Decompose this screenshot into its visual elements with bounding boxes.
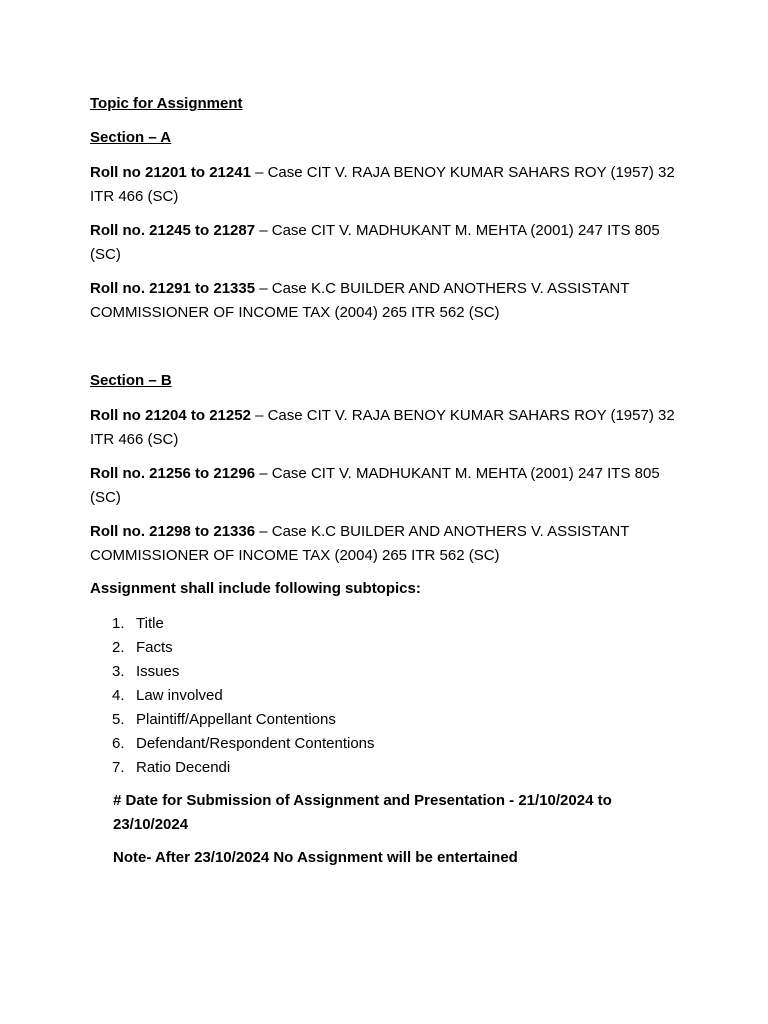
section-a	[90, 127, 690, 324]
submission-date: # Date for Submission of Assignment and Presentation - 21/10/2024 to 23/10/2024	[113, 792, 612, 833]
list-item-text: Issues	[136, 663, 180, 680]
list-item	[112, 684, 690, 708]
roll-range: Roll no 21201 to 21241	[90, 164, 251, 181]
case-citation: – Case CIT V. MADHUKANT M. MEHTA (2001) 247 ITS 805 (SC)	[90, 222, 660, 263]
list-item	[112, 708, 690, 732]
list-number: 6.	[112, 735, 125, 752]
deadline-note: Note- After 23/10/2024 No Assignment will be entertained	[113, 849, 518, 866]
roll-range: Roll no. 21298 to 21336	[90, 523, 256, 540]
list-item-text: Facts	[136, 639, 173, 656]
document-page	[90, 93, 690, 869]
list-item-text: Title	[136, 615, 164, 632]
list-number: 5.	[112, 711, 125, 728]
list-item	[112, 612, 690, 636]
list-item	[112, 732, 690, 756]
list-item	[112, 660, 690, 684]
roll-entry	[90, 462, 690, 509]
list-number: 1.	[112, 615, 125, 632]
list-number: 2.	[112, 639, 125, 656]
section-heading: Section – B	[90, 372, 172, 389]
roll-range: Roll no. 21291 to 21335	[90, 280, 256, 297]
list-item-text: Defendant/Respondent Contentions	[136, 735, 375, 752]
case-citation: – Case K.C BUILDER AND ANOTHERS V. ASSISTANT COMMISSIONER OF INCOME TAX (2004) 265 ITR 562 (SC)	[90, 280, 630, 321]
roll-entry	[90, 161, 690, 208]
roll-entry	[90, 404, 690, 451]
roll-range: Roll no. 21245 to 21287	[90, 222, 256, 239]
roll-range: Roll no 21204 to 21252	[90, 407, 251, 424]
subtopics-heading: Assignment shall include following subtopics:	[90, 580, 421, 597]
topic-title: Topic for Assignment	[90, 95, 243, 112]
list-number: 4.	[112, 687, 125, 704]
roll-entry	[90, 520, 690, 567]
roll-entry	[90, 277, 690, 324]
list-item-text: Plaintiff/Appellant Contentions	[136, 711, 336, 728]
list-number: 7.	[112, 759, 125, 776]
list-item	[112, 756, 690, 780]
list-item-text: Law involved	[136, 687, 223, 704]
case-citation: – Case CIT V. RAJA BENOY KUMAR SAHARS ROY (1957) 32 ITR 466 (SC)	[90, 164, 675, 205]
roll-entry	[90, 219, 690, 266]
list-number: 3.	[112, 663, 125, 680]
list-item-text: Ratio Decendi	[136, 759, 231, 776]
case-citation: – Case K.C BUILDER AND ANOTHERS V. ASSISTANT COMMISSIONER OF INCOME TAX (2004) 265 ITR 562 (SC)	[90, 523, 630, 564]
case-citation: – Case CIT V. MADHUKANT M. MEHTA (2001) 247 ITS 805 (SC)	[90, 465, 660, 506]
roll-range: Roll no. 21256 to 21296	[90, 465, 256, 482]
case-citation: – Case CIT V. RAJA BENOY KUMAR SAHARS ROY (1957) 32 ITR 466 (SC)	[90, 407, 675, 448]
subtopics-list	[90, 612, 690, 780]
section-heading: Section – A	[90, 129, 172, 146]
section-b	[90, 370, 690, 567]
list-item	[112, 636, 690, 660]
